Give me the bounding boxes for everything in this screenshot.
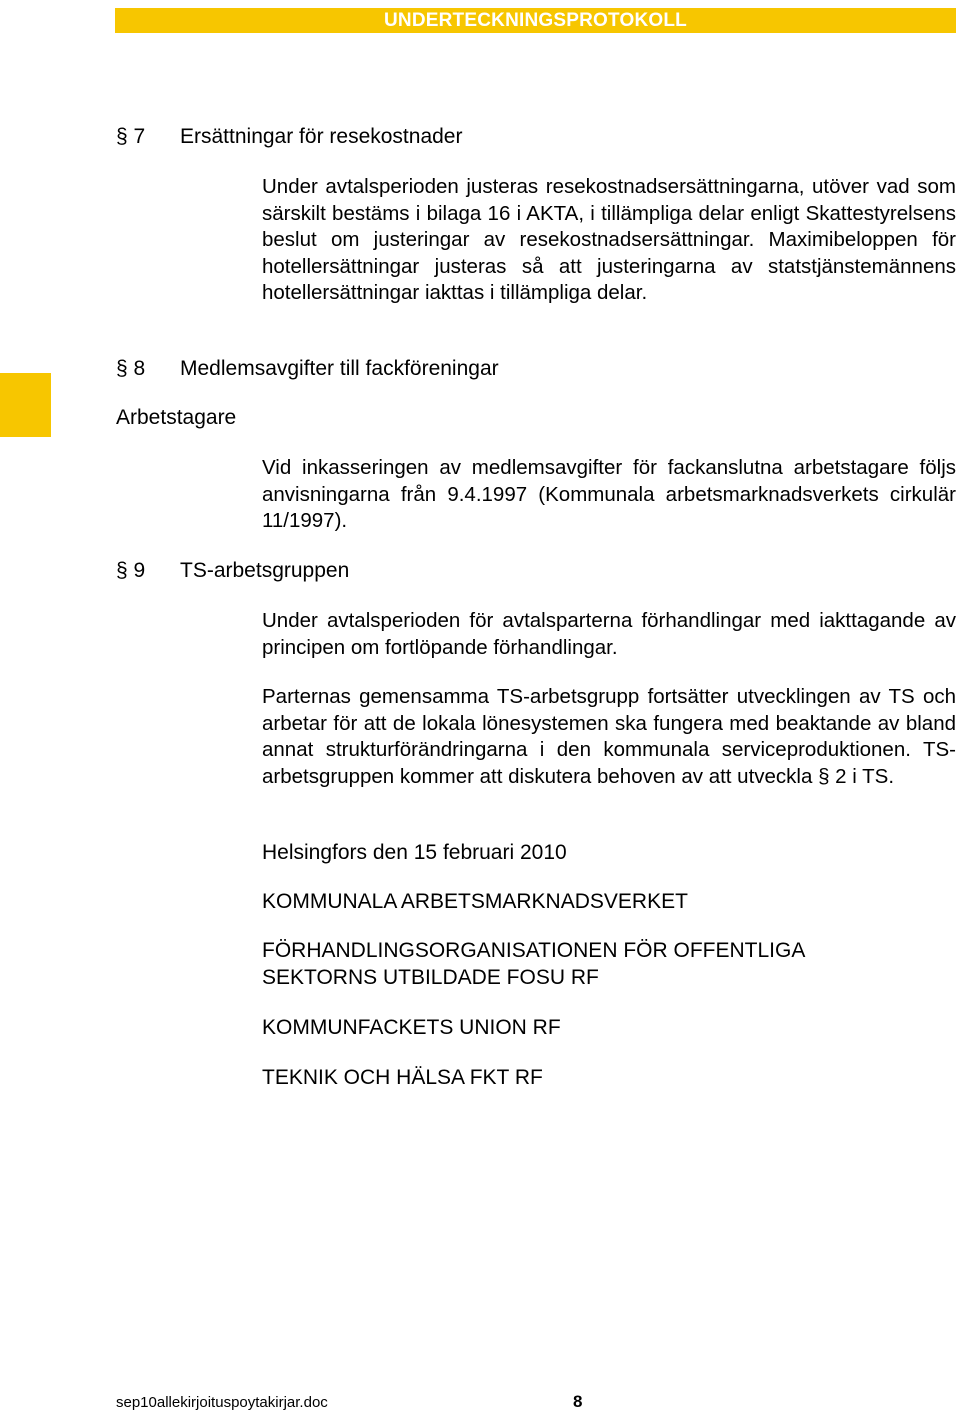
section-9-heading — [116, 558, 349, 584]
section-7-heading — [116, 124, 462, 150]
section-8-subheading: Arbetstagare — [116, 406, 237, 429]
section-9-title: TS-arbetsgruppen — [180, 559, 350, 582]
section-7-number: § 7 — [116, 125, 146, 148]
document-title: UNDERTECKNINGSPROTOKOLL — [384, 10, 687, 31]
section-8-title: Medlemsavgifter till fackföreningar — [180, 357, 499, 380]
place-date: Helsingfors den 15 februari 2010 — [262, 841, 567, 864]
section-8-heading — [116, 356, 499, 382]
section-8-number: § 8 — [116, 357, 146, 380]
signatory-party-1: KOMMUNALA ARBETSMARKNADSVERKET — [262, 890, 688, 913]
footer-filename: sep10allekirjoituspoytakirjar.doc — [116, 1394, 328, 1411]
section-9-paragraph-1: Under avtalsperioden för avtalsparterna förhandlingar med iakttagande av principen om fortlöpande förhandlingar. — [262, 609, 956, 659]
section-9-number: § 9 — [116, 559, 146, 582]
signatory-party-3: KOMMUNFACKETS UNION RF — [262, 1016, 561, 1039]
footer-page-number: 8 — [573, 1392, 583, 1411]
signatory-party-2-line-1: FÖRHANDLINGSORGANISATIONEN FÖR OFFENTLIGA — [262, 939, 806, 962]
signatory-party-2-line-2: SEKTORNS UTBILDADE FOSU RF — [262, 966, 599, 989]
side-tab-marker — [0, 373, 51, 437]
signatory-party-4: TEKNIK OCH HÄLSA FKT RF — [262, 1066, 543, 1089]
section-7-title: Ersättningar för resekostnader — [180, 125, 463, 148]
section-8-paragraph: Vid inkasseringen av medlemsavgifter för fackanslutna arbetstagare följs anvisningarna från 9.4.1997 (Kommunala arbetsmarknadsverkets cirkulär 11/1997). — [262, 456, 956, 532]
section-9-paragraph-2: Parternas gemensamma TS-arbetsgrupp fortsätter utvecklingen av TS och arbetar för att de lokala lönesystemen ska fungera med beaktande av bland annat strukturförändringarna i den kommunala serviceproduktionen. TS-arbetsgruppen kommer att diskutera behoven av att utveckla § 2 i TS. — [262, 685, 956, 788]
section-7-paragraph: Under avtalsperioden justeras resekostnadsersättningarna, utöver vad som särskilt bestäms i bilaga 16 i AKTA, i tillämpliga delar enligt Skattestyrelsens beslut om justeringar av resekostnadsersättningar. Maximibeloppen för hotellersättningar justeras så att justeringarna av statstjänstemännens hotellersättningar iakttas i tillämpliga delar. — [262, 175, 956, 304]
header-bar — [115, 8, 956, 33]
